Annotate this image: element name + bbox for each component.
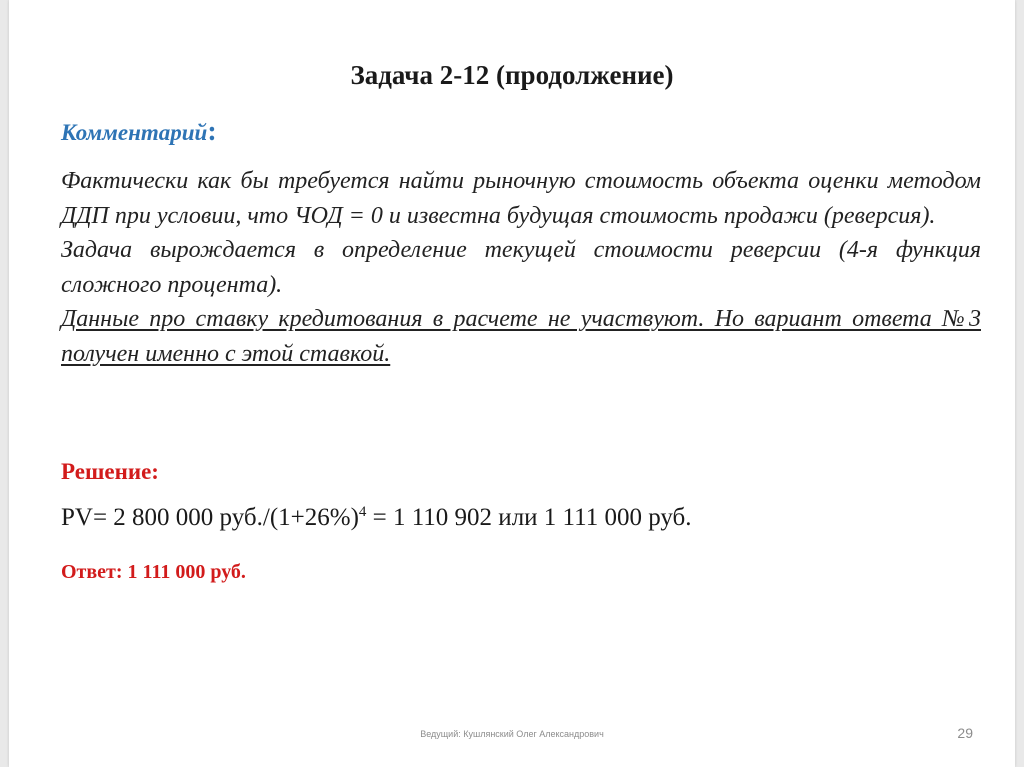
- comment-heading-colon: :: [207, 116, 217, 147]
- formula-left: PV= 2 800 000 руб./(1+26%): [61, 504, 359, 531]
- page-number: 29: [957, 725, 973, 741]
- footer-lecturer: Ведущий: Кушлянский Олег Александрович: [420, 729, 604, 739]
- formula-right: = 1 110 902 или 1 111 000 руб.: [366, 504, 692, 531]
- formula-exponent: 4: [358, 504, 367, 520]
- comment-paragraph-1: Фактически как бы требуется найти рыночную стоимость объекта оценки методом ДДП при условии, что ЧОД = 0 и известна будущая стоимость продажи (реверсия).: [61, 168, 981, 229]
- slide-title: Задача 2-12 (продолжение): [350, 60, 674, 90]
- solution-formula: [61, 504, 692, 532]
- comment-body: [61, 164, 981, 371]
- comment-heading-text: Комментарий: [61, 120, 208, 145]
- comment-paragraph-2: Задача вырождается в определение текущей стоимости реверсии (4-я функция сложного процента).: [61, 237, 981, 298]
- comment-heading: [61, 116, 217, 148]
- comment-paragraph-3-underlined: Данные про ставку кредитования в расчете не участвуют. Но вариант ответа №3 получен именно с этой ставкой.: [61, 306, 981, 367]
- solution-heading: Решение:: [61, 459, 159, 484]
- slide: [9, 0, 1015, 767]
- answer-text: Ответ: 1 111 000 руб.: [61, 561, 246, 583]
